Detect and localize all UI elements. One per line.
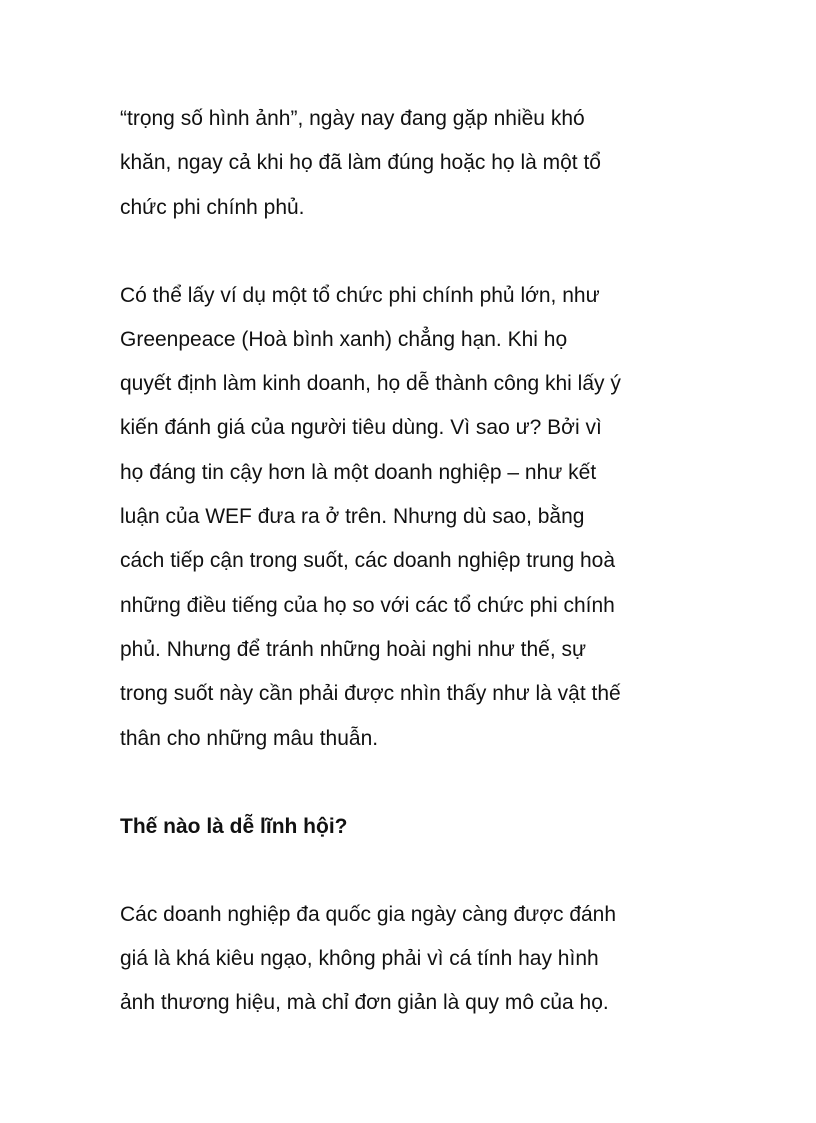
text-line: thân cho những mâu thuẫn. (120, 726, 379, 750)
text-line: cách tiếp cận trong suốt, các doanh nghiệp trung hoà (120, 549, 616, 573)
text-line: Greenpeace (Hoà bình xanh) chẳng hạn. Khi họ (120, 327, 568, 351)
document-page (120, 97, 760, 1025)
section-heading: Thế nào là dễ lĩnh hội? (120, 814, 348, 838)
text-line: khăn, ngay cả khi họ đã làm đúng hoặc họ là một tổ (120, 151, 601, 175)
paragraph-1 (120, 97, 760, 230)
paragraph-gap (120, 849, 760, 893)
text-line: họ đáng tin cậy hơn là một doanh nghiệp – như kết (120, 460, 597, 484)
text-line: phủ. Nhưng để tránh những hoài nghi như thế, sự (120, 637, 587, 661)
text-line: giá là khá kiêu ngạo, không phải vì cá tính hay hình (120, 946, 599, 970)
paragraph-gap (120, 230, 760, 274)
text-line: những điều tiếng của họ so với các tổ chức phi chính (120, 593, 615, 617)
text-line: kiến đánh giá của người tiêu dùng. Vì sao ư? Bởi vì (120, 416, 602, 440)
paragraph-2 (120, 274, 760, 761)
text-line: trong suốt này cần phải được nhìn thấy như là vật thế (120, 682, 621, 706)
text-line: Có thể lấy ví dụ một tổ chức phi chính phủ lớn, như (120, 283, 600, 307)
text-line: “trọng số hình ảnh”, ngày nay đang gặp nhiều khó (120, 107, 585, 130)
text-line: chức phi chính phủ. (120, 195, 305, 219)
text-line: Các doanh nghiệp đa quốc gia ngày càng được đánh (120, 902, 617, 926)
text-line: quyết định làm kinh doanh, họ dễ thành công khi lấy ý (120, 372, 621, 396)
paragraph-3 (120, 893, 760, 1026)
text-line: ảnh thương hiệu, mà chỉ đơn giản là quy mô của họ. (120, 991, 609, 1015)
text-line: luận của WEF đưa ra ở trên. Nhưng dù sao, bằng (120, 505, 585, 529)
paragraph-gap (120, 761, 760, 805)
